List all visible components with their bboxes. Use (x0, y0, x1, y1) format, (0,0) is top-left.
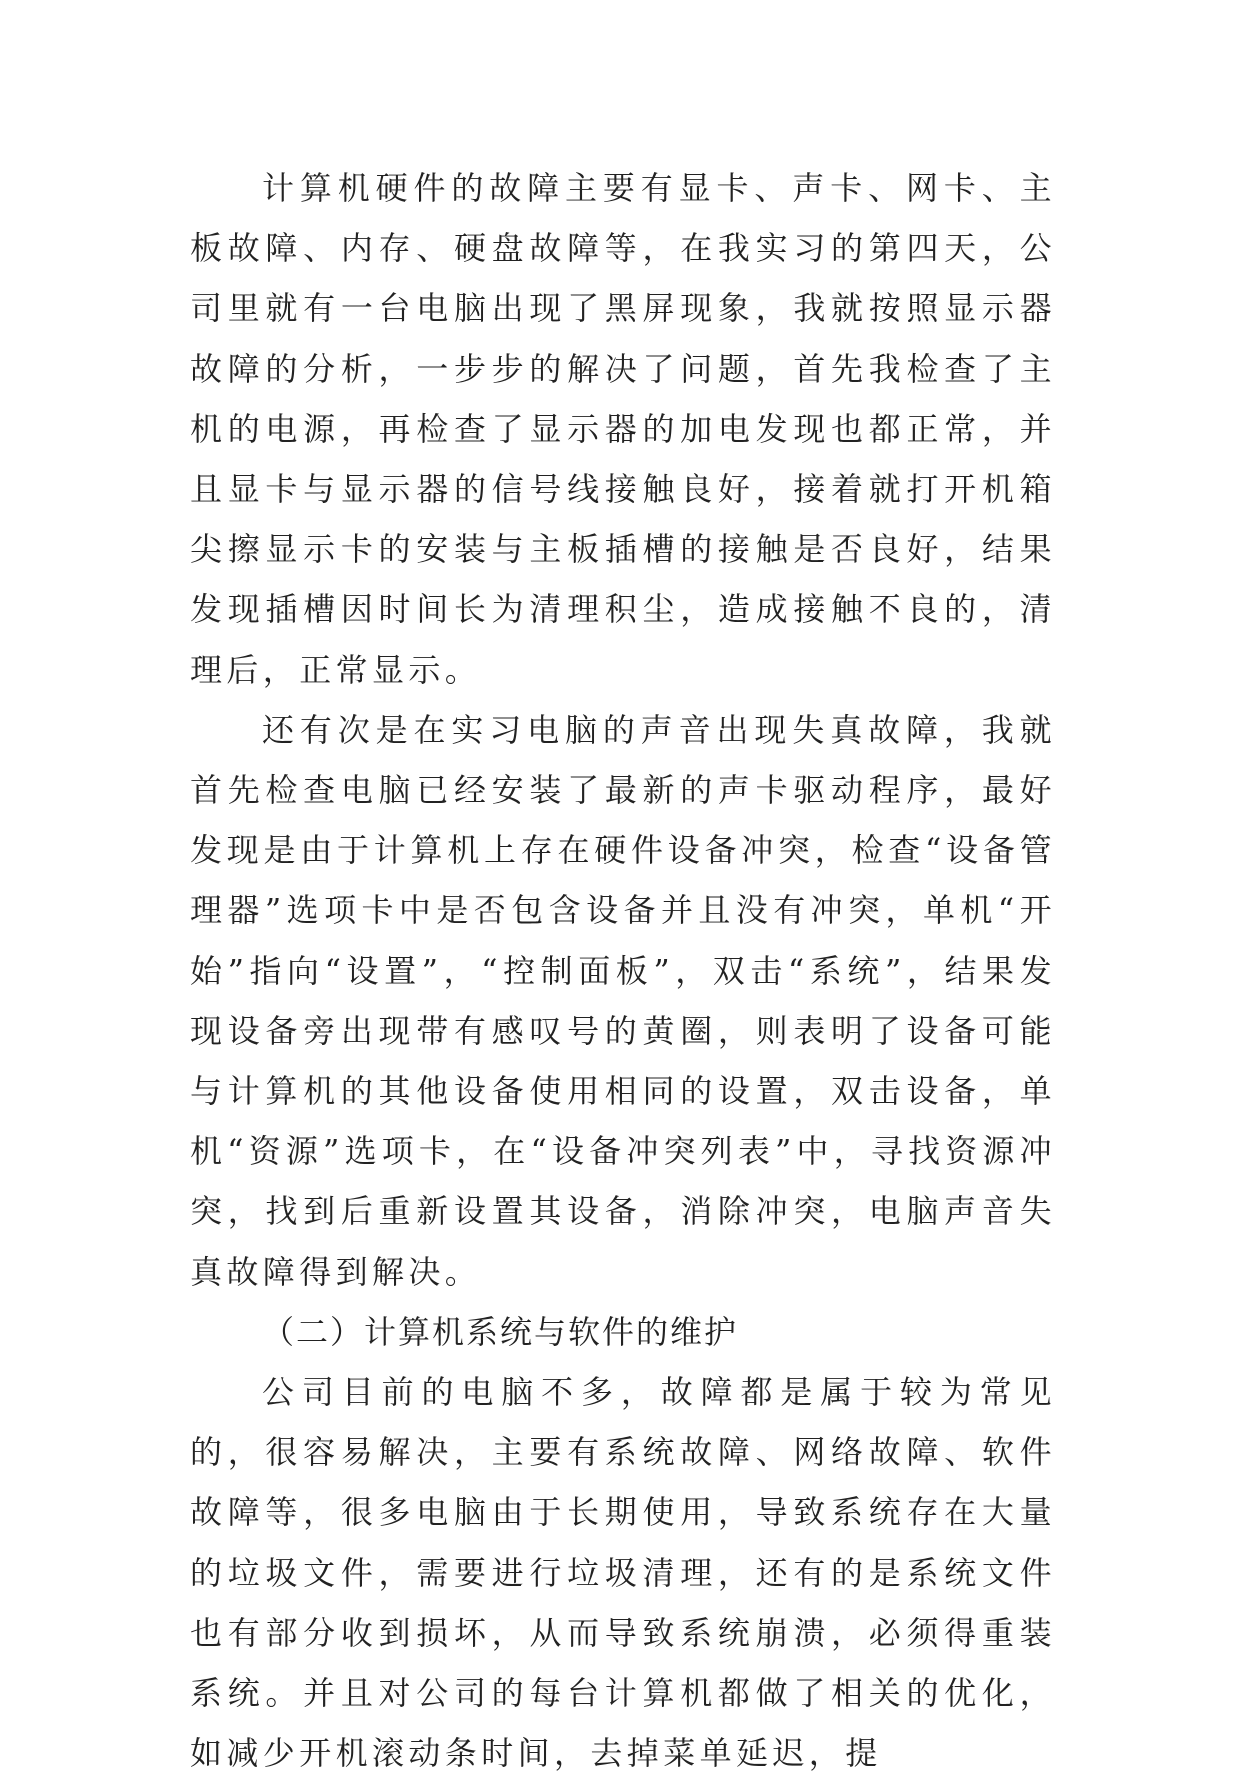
document-body (190, 158, 1056, 1783)
paragraph-hardware-faults: 计算机硬件的故障主要有显卡、声卡、网卡、主板故障、内存、硬盘故障等，在我实习的第四天，公司里就有一台电脑出现了黑屏现象，我就按照显示器故障的分析，一步步的解决了问题，首先我检查了主机的电源，再检查了显示器的加电发现也都正常，并且显卡与显示器的信号线接触良好，接着就打开机箱尖擦显示卡的安装与主板插槽的接触是否良好，结果发现插槽因时间长为清理积尘，造成接触不良的，清理后，正常显示。 (190, 169, 1056, 689)
section-heading: （二）计算机系统与软件的维护 (262, 1312, 739, 1351)
paragraph-sound-distortion: 还有次是在实习电脑的声音出现失真故障，我就首先检查电脑已经安装了最新的声卡驱动程序，最好发现是由于计算机上存在硬件设备冲突，检查“设备管理器”选项卡中是否包含设备并且没有冲突，单机“开始”指向“设置”，“控制面板”，双击“系统”，结果发现设备旁出现带有感叹号的黄圈，则表明了设备可能与计算机的其他设备使用相同的设置，双击设备，单机“资源”选项卡，在“设备冲突列表”中，寻找资源冲突，找到后重新设置其设备，消除冲突，电脑声音失真故障得到解决。 (190, 710, 1056, 1291)
paragraph-system-software: 公司目前的电脑不多，故障都是属于较为常见的，很容易解决，主要有系统故障、网络故障、软件故障等，很多电脑由于长期使用，导致系统存在大量的垃圾文件，需要进行垃圾清理，还有的是系统文件也有部分收到损坏，从而导致系统崩溃，必须得重装系统。并且对公司的每台计算机都做了相关的优化，如减少开机滚动条时间，去掉菜单延迟，提 (190, 1373, 1056, 1773)
